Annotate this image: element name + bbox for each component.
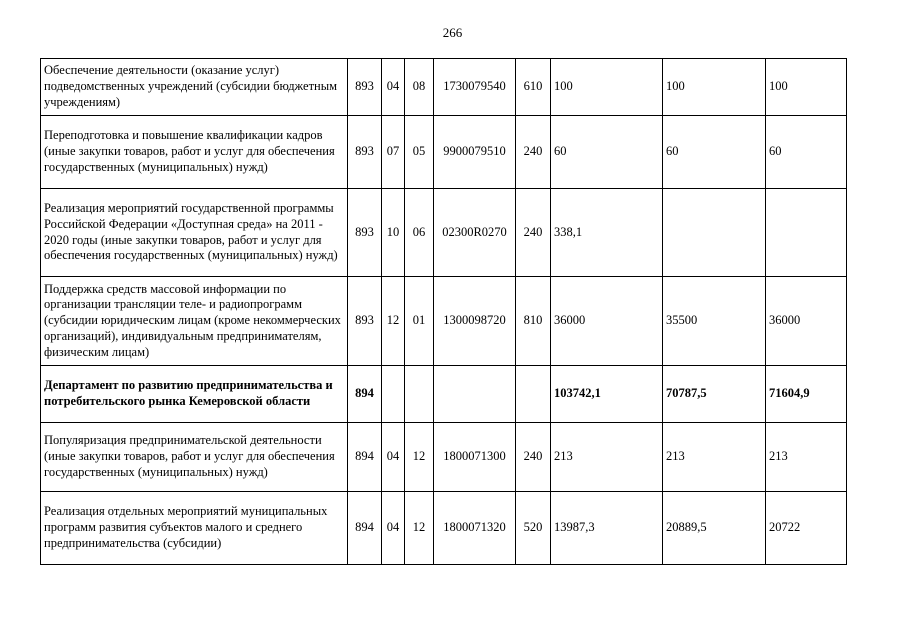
amount-year-1: 338,1 (551, 189, 663, 277)
amount-year-1: 13987,3 (551, 492, 663, 565)
row-description: Реализация мероприятий государственной программы Российской Федерации «Доступная среда» на 2011 - 2020 годы (иные закупки товаров, работ и услуг для обеспечения государственных (муниципальных) нужд) (41, 189, 348, 277)
row-description: Популяризация предпринимательской деятельности (иные закупки товаров, работ и услуг для обеспечения государственных (муниципальных) нужд) (41, 423, 348, 492)
amount-year-2: 35500 (663, 277, 766, 366)
subsection-code: 01 (405, 277, 434, 366)
target-article-code: 02300R0270 (434, 189, 516, 277)
amount-year-2: 213 (663, 423, 766, 492)
section-code: 04 (382, 59, 405, 116)
amount-year-3: 71604,9 (766, 366, 847, 423)
section-code: 10 (382, 189, 405, 277)
row-description: Департамент по развитию предпринимательства и потребительского рынка Кемеровской области (41, 366, 348, 423)
target-article-code: 1800071300 (434, 423, 516, 492)
expense-type-code: 240 (516, 423, 551, 492)
row-description: Поддержка средств массовой информации по организации трансляции теле- и радиопрограмм (субсидии юридическим лицам (кроме некоммерческих организаций), индивидуальным предпринимателям, физическим лицам) (41, 277, 348, 366)
table-body (41, 59, 847, 565)
section-code: 04 (382, 492, 405, 565)
target-article-code: 1800071320 (434, 492, 516, 565)
amount-year-1: 100 (551, 59, 663, 116)
table-row (41, 116, 847, 189)
ministry-code: 893 (348, 189, 382, 277)
table-row (41, 423, 847, 492)
section-code: 07 (382, 116, 405, 189)
expense-type-code: 240 (516, 116, 551, 189)
amount-year-1: 60 (551, 116, 663, 189)
table-row (41, 492, 847, 565)
target-article-code: 1730079540 (434, 59, 516, 116)
ministry-code: 893 (348, 277, 382, 366)
ministry-code: 894 (348, 423, 382, 492)
expense-type-code: 520 (516, 492, 551, 565)
subsection-code: 12 (405, 423, 434, 492)
expense-type-code: 240 (516, 189, 551, 277)
amount-year-3: 60 (766, 116, 847, 189)
row-description: Обеспечение деятельности (оказание услуг) подведомственных учреждений (субсидии бюджетным учреждениям) (41, 59, 348, 116)
row-description: Реализация отдельных мероприятий муниципальных программ развития субъектов малого и среднего предпринимательства (субсидии) (41, 492, 348, 565)
expense-type-code: 610 (516, 59, 551, 116)
subsection-code: 06 (405, 189, 434, 277)
budget-table (40, 58, 847, 565)
amount-year-3: 213 (766, 423, 847, 492)
target-article-code: 9900079510 (434, 116, 516, 189)
amount-year-2 (663, 189, 766, 277)
amount-year-3: 100 (766, 59, 847, 116)
amount-year-2: 60 (663, 116, 766, 189)
amount-year-1: 103742,1 (551, 366, 663, 423)
section-code (382, 366, 405, 423)
amount-year-3 (766, 189, 847, 277)
table-row (41, 366, 847, 423)
subsection-code (405, 366, 434, 423)
target-article-code: 1300098720 (434, 277, 516, 366)
amount-year-1: 213 (551, 423, 663, 492)
expense-type-code (516, 366, 551, 423)
table-row (41, 277, 847, 366)
amount-year-1: 36000 (551, 277, 663, 366)
subsection-code: 12 (405, 492, 434, 565)
page-number: 266 (442, 25, 463, 40)
amount-year-3: 36000 (766, 277, 847, 366)
ministry-code: 893 (348, 59, 382, 116)
ministry-code: 894 (348, 492, 382, 565)
amount-year-3: 20722 (766, 492, 847, 565)
expense-type-code: 810 (516, 277, 551, 366)
subsection-code: 05 (405, 116, 434, 189)
amount-year-2: 100 (663, 59, 766, 116)
ministry-code: 893 (348, 116, 382, 189)
ministry-code: 894 (348, 366, 382, 423)
amount-year-2: 20889,5 (663, 492, 766, 565)
subsection-code: 08 (405, 59, 434, 116)
section-code: 12 (382, 277, 405, 366)
amount-year-2: 70787,5 (663, 366, 766, 423)
table-row (41, 189, 847, 277)
row-description: Переподготовка и повышение квалификации кадров (иные закупки товаров, работ и услуг для обеспечения государственных (муниципальных) нужд) (41, 116, 348, 189)
target-article-code (434, 366, 516, 423)
table-row (41, 59, 847, 116)
section-code: 04 (382, 423, 405, 492)
